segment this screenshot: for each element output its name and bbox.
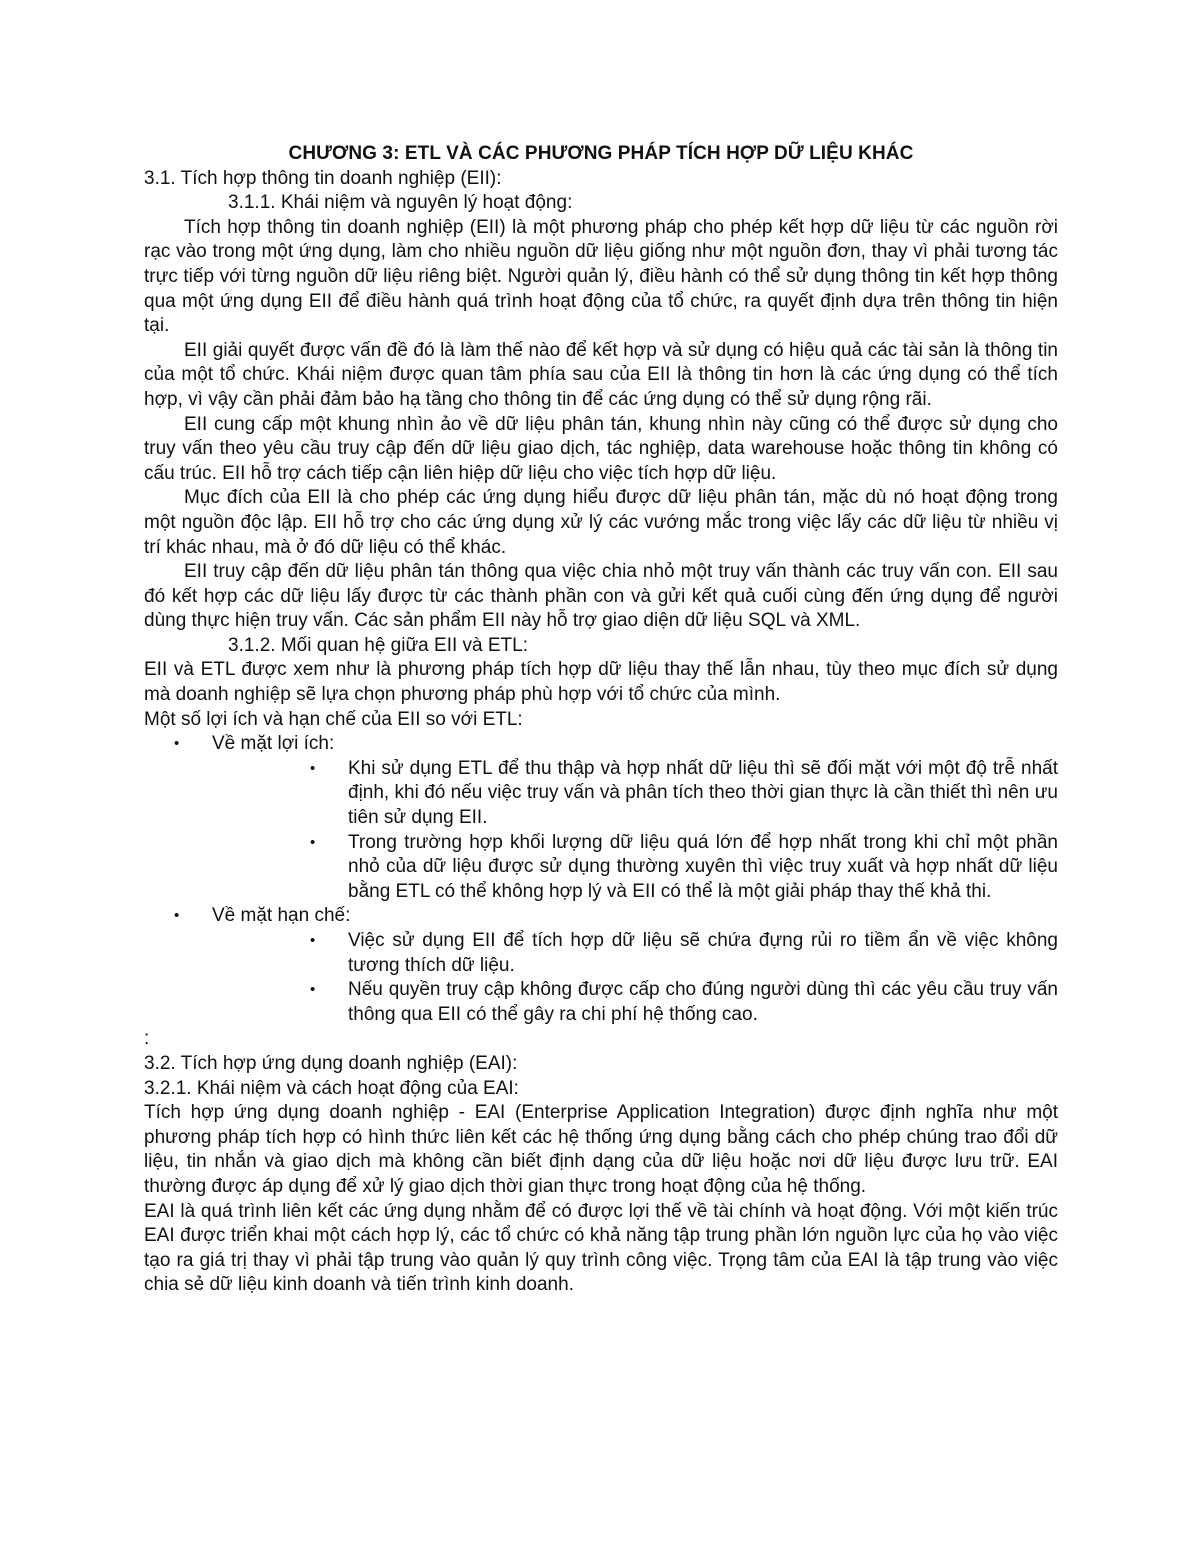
paragraph: Mục đích của EII là cho phép các ứng dụng hiểu được dữ liệu phân tán, mặc dù nó hoạt động trong một nguồn độc lập. EII hỗ trợ cho các ứng dụng xử lý các vướng mắc trong việc lấy các dữ liệu từ nhiều vị trí khác nhau, mà ở đó dữ liệu có thể khác. [144, 487, 1058, 558]
chapter-title: CHƯƠNG 3: ETL VÀ CÁC PHƯƠNG PHÁP TÍCH HỢP DỮ LIỆU KHÁC [288, 143, 914, 164]
sub-list [212, 929, 1058, 1027]
paragraph: EII giải quyết được vấn đề đó là làm thế nào để kết hợp và sử dụng có hiệu quả các tài sản là thông tin của một tổ chức. Khái niệm được quan tâm phía sau của EII là thông tin hơn là các ứng dụng có thể tích hợp, vì vậy cần phải đảm bảo hạ tầng cho thông tin để các ứng dụng có thể sử dụng rộng rãi. [144, 339, 1058, 410]
stray-mark: : [144, 1028, 150, 1050]
paragraph: EII cung cấp một khung nhìn ảo về dữ liệu phân tán, khung nhìn này cũng có thể được sử dụng cho truy vấn theo yêu cầu truy cập đến dữ liệu giao dịch, tác nghiệp, data warehouse hoặc thông tin không có cấu trúc. EII hỗ trợ cách tiếp cận liên hiệp dữ liệu cho việc tích hợp dữ liệu. [144, 413, 1058, 484]
list-item [212, 929, 1058, 978]
subsection-heading-3-1-1: 3.1.1. Khái niệm và nguyên lý hoạt động: [228, 192, 573, 214]
list-intro: Một số lợi ích và hạn chế của EII so với ETL: [144, 708, 523, 730]
paragraph: EAI là quá trình liên kết các ứng dụng nhằm để có được lợi thế về tài chính và hoạt động. Với một kiến trúc EAI được triển khai một cách hợp lý, các tổ chức có khả năng tập trung phần lớn nguồn lực của họ vào việc tạo ra giá trị thay vì phải tập trung vào quản lý quy trình công việc. Trọng tâm của EAI là tập trung vào việc chia sẻ dữ liệu kinh doanh và tiến trình kinh doanh. [144, 1200, 1058, 1296]
bullet-icon: • [310, 833, 316, 851]
paragraph: EII truy cập đến dữ liệu phân tán thông qua việc chia nhỏ một truy vấn thành các truy vấn con. EII sau đó kết hợp các dữ liệu lấy được từ các thành phần con và gửi kết quả cuối cùng đến ứng dụng để người dùng thực hiện truy vấn. Các sản phẩm EII này hỗ trợ giao diện dữ liệu SQL và XML. [144, 561, 1058, 632]
document-body [144, 142, 1058, 1298]
list-group-benefits [144, 732, 1058, 904]
bullet-icon: • [310, 932, 316, 949]
list-item-text: Trong trường hợp khối lượng dữ liệu quá lớn để hợp nhất trong khi chỉ một phần nhỏ của dữ liệu được sử dụng thường xuyên thì việc truy xuất và hợp nhất dữ liệu bằng ETL có thể không hợp lý và EII có thể là một giải pháp thay thế khả thi. [348, 831, 1058, 902]
subsection-heading-3-1-2: 3.1.2. Mối quan hệ giữa EII và ETL: [228, 634, 529, 656]
bullet-icon: • [310, 759, 316, 777]
sub-list [212, 757, 1058, 905]
comparison-list [144, 732, 1058, 1027]
list-item [212, 978, 1058, 1027]
section-heading-3-1: 3.1. Tích hợp thông tin doanh nghiệp (EII): [144, 167, 502, 189]
bullet-icon: • [310, 981, 316, 999]
list-item-text: Việc sử dụng EII để tích hợp dữ liệu sẽ chứa đựng rủi ro tiềm ẩn về việc không tương thích dữ liệu. [348, 930, 1058, 976]
bullet-icon: • [174, 735, 180, 753]
list-group-label: Về mặt lợi ích: [212, 733, 335, 755]
subsection-heading-3-2-1: 3.2.1. Khái niệm và cách hoạt động của EAI: [144, 1077, 519, 1099]
list-item [212, 757, 1058, 831]
list-item-text: Khi sử dụng ETL để thu thập và hợp nhất dữ liệu thì sẽ đối mặt với một độ trễ nhất định, khi đó nếu việc truy vấn và phân tích theo thời gian thực là cần thiết thì nên ưu tiên sử dụng EII. [348, 757, 1058, 829]
paragraph: Tích hợp ứng dụng doanh nghiệp - EAI (Enterprise Application Integration) được định nghĩa như một phương pháp tích hợp có hình thức liên kết các hệ thống ứng dụng bằng cách cho phép chúng trao đổi dữ liệu, tin nhắn và giao dịch mà không cần biết định dạng của dữ liệu hoặc nơi dữ liệu được lưu trữ. EAI thường được áp dụng để xử lý giao dịch thời gian thực trong hoạt động của hệ thống. [144, 1102, 1058, 1197]
bullet-icon: • [174, 907, 180, 925]
list-item [212, 831, 1058, 905]
list-group-limitations [144, 904, 1058, 1027]
list-group-label: Về mặt hạn chế: [212, 905, 351, 927]
paragraph: EII và ETL được xem như là phương pháp tích hợp dữ liệu thay thế lẫn nhau, tùy theo mục đích sử dụng mà doanh nghiệp sẽ lựa chọn phương pháp phù hợp với tổ chức của mình. [144, 659, 1058, 706]
section-heading-3-2: 3.2. Tích hợp ứng dụng doanh nghiệp (EAI): [144, 1052, 518, 1074]
list-item-text: Nếu quyền truy cập không được cấp cho đúng người dùng thì các yêu cầu truy vấn thông qua EII có thể gây ra chi phí hệ thống cao. [348, 979, 1058, 1025]
paragraph: Tích hợp thông tin doanh nghiệp (EII) là một phương pháp cho phép kết hợp dữ liệu từ các nguồn rời rạc vào trong một ứng dụng, làm cho nhiều nguồn dữ liệu giống như một nguồn đơn, thay vì phải tương tác trực tiếp với từng nguồn dữ liệu riêng biệt. Người quản lý, điều hành có thể sử dụng thông tin kết hợp thông qua một ứng dụng EII để điều hành quá trình hoạt động của tổ chức, ra quyết định dựa trên thông tin hiện tại. [144, 216, 1058, 337]
